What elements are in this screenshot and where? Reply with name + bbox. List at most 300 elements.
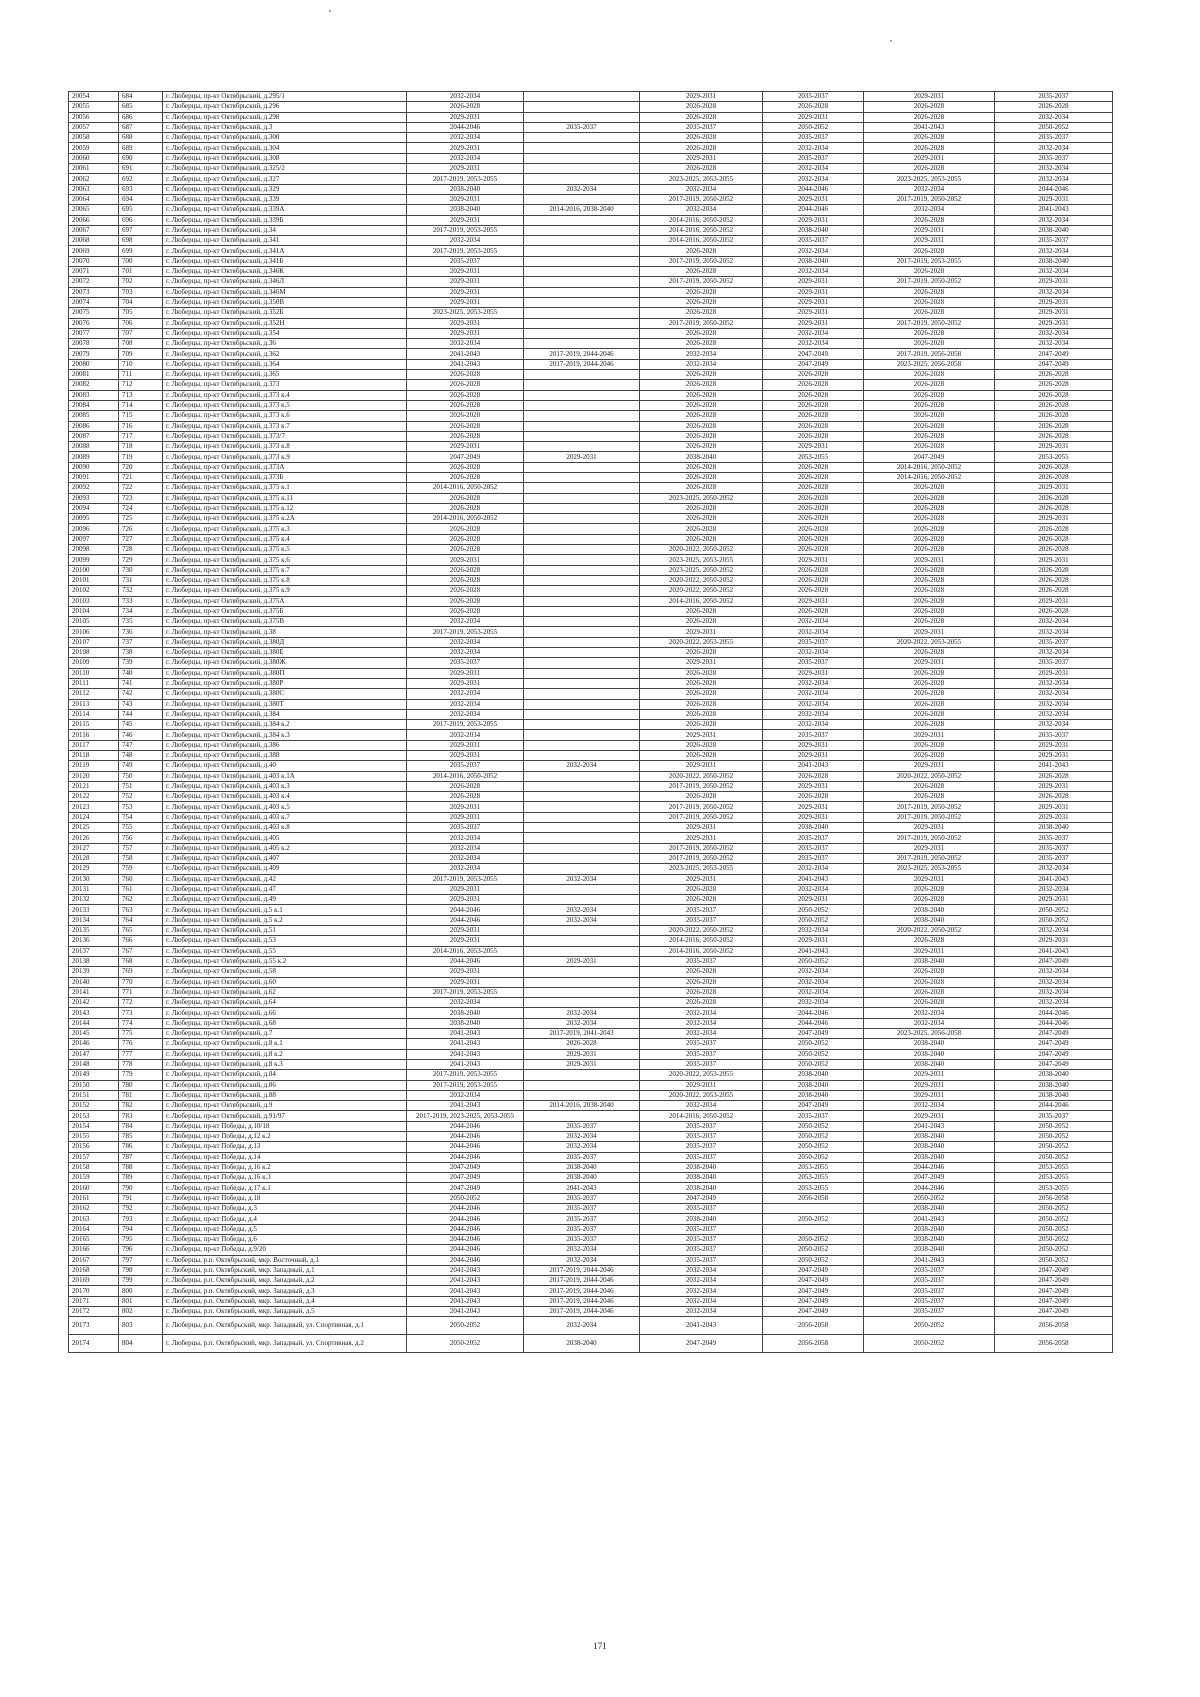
table-cell: 2029-2031 — [407, 143, 524, 153]
table-cell: г. Люберцы, пр-кт Октябрьский, д.346К — [163, 267, 407, 277]
table-cell: 20126 — [69, 833, 119, 843]
table-cell: 20112 — [69, 689, 119, 699]
table-cell: 2026-2028 — [407, 792, 524, 802]
table-cell: 2026-2028 — [640, 102, 763, 112]
table-cell: 2026-2028 — [407, 380, 524, 390]
table-cell: 2023-2025, 2056-2058 — [864, 1029, 995, 1039]
table-cell: 2014-2016, 2050-2052 — [640, 596, 763, 606]
table-cell: 2035-2037 — [995, 133, 1113, 143]
table-cell: 20084 — [69, 400, 119, 410]
table-cell: 2044-2046 — [407, 1255, 524, 1265]
table-cell: 2014-2016, 2050-2052 — [407, 514, 524, 524]
table-cell: 2029-2031 — [640, 153, 763, 163]
table-cell: 2032-2034 — [763, 967, 864, 977]
table-cell: 2029-2031 — [407, 555, 524, 565]
table-cell: 2026-2028 — [864, 102, 995, 112]
table-cell: 2041-2043 — [407, 1265, 524, 1275]
table-cell: 2050-2052 — [995, 915, 1113, 925]
table-row — [69, 936, 1113, 946]
table-cell: 2026-2028 — [864, 977, 995, 987]
table-cell: 2026-2028 — [864, 936, 995, 946]
table-cell: 20067 — [69, 225, 119, 235]
table-cell: 2026-2028 — [864, 328, 995, 338]
table-cell: 2026-2028 — [995, 771, 1113, 781]
table-row — [69, 864, 1113, 874]
table-cell: 2026-2028 — [763, 421, 864, 431]
table-cell — [524, 308, 640, 318]
table-cell: 2035-2037 — [995, 92, 1113, 102]
table-cell: 2026-2028 — [407, 575, 524, 585]
table-cell: 2029-2031 — [407, 277, 524, 287]
table-cell: 2044-2046 — [407, 1204, 524, 1214]
table-cell: 688 — [119, 133, 163, 143]
table-cell: 769 — [119, 967, 163, 977]
table-cell: 20100 — [69, 565, 119, 575]
table-row — [69, 998, 1113, 1008]
table-cell: г. Люберцы, пр-кт Октябрьский, д.380Ж — [163, 658, 407, 668]
table-cell: 2035-2037 — [524, 1152, 640, 1162]
table-cell — [524, 246, 640, 256]
table-cell: 799 — [119, 1276, 163, 1286]
table-cell: 2017-2019, 2050-2052 — [640, 781, 763, 791]
table-cell: 2041-2043 — [407, 1059, 524, 1069]
table-cell: 2026-2028 — [864, 781, 995, 791]
table-cell: 2056-2058 — [995, 1193, 1113, 1203]
table-cell — [524, 1080, 640, 1090]
table-row — [69, 452, 1113, 462]
table-cell: 20115 — [69, 720, 119, 730]
table-cell: 2032-2034 — [763, 689, 864, 699]
table-cell — [524, 987, 640, 997]
table-cell: 2026-2028 — [995, 606, 1113, 616]
table-cell: 20158 — [69, 1162, 119, 1172]
table-cell: 20138 — [69, 956, 119, 966]
table-cell: 708 — [119, 339, 163, 349]
table-cell: г. Люберцы, пр-кт Победы, д.6 — [163, 1234, 407, 1244]
table-cell: 2017-2019, 2044-2046 — [524, 1276, 640, 1286]
table-cell: г. Люберцы, пр-кт Победы, д.14 — [163, 1152, 407, 1162]
table-cell: 2032-2034 — [407, 637, 524, 647]
table-cell: 2053-2055 — [763, 1162, 864, 1172]
table-cell — [524, 483, 640, 493]
table-cell: 2038-2040 — [864, 1152, 995, 1162]
table-cell: 20161 — [69, 1193, 119, 1203]
table-cell: 20065 — [69, 205, 119, 215]
table-cell: 2038-2040 — [864, 915, 995, 925]
table-cell — [524, 328, 640, 338]
table-cell: 20117 — [69, 740, 119, 750]
table-cell: 2026-2028 — [864, 421, 995, 431]
table-cell: 2017-2019, 2050-2052 — [864, 812, 995, 822]
table-cell: 2026-2028 — [640, 431, 763, 441]
table-cell: 20106 — [69, 627, 119, 637]
table-cell: 2032-2034 — [640, 205, 763, 215]
table-cell: 2026-2028 — [640, 164, 763, 174]
table-cell: г. Люберцы, р.п. Октябрьский, мкр. Западный, д.4 — [163, 1296, 407, 1306]
table-cell: г. Люберцы, пр-кт Октябрьский, д.403 к.7 — [163, 812, 407, 822]
table-cell: 2026-2028 — [407, 545, 524, 555]
table-cell: 2032-2034 — [995, 287, 1113, 297]
table-row — [69, 1090, 1113, 1100]
table-cell: 2020-2022, 2050-2052 — [864, 771, 995, 781]
table-cell: 2026-2028 — [640, 524, 763, 534]
table-row — [69, 267, 1113, 277]
table-cell: 2032-2034 — [995, 246, 1113, 256]
table-cell: 2032-2034 — [995, 967, 1113, 977]
table-cell: г. Люберцы, пр-кт Победы, д.18 — [163, 1193, 407, 1203]
table-cell: 2029-2031 — [640, 761, 763, 771]
table-cell: г. Люберцы, пр-кт Октябрьский, д.346М — [163, 287, 407, 297]
table-cell: г. Люберцы, пр-кт Октябрьский, д.60 — [163, 977, 407, 987]
table-cell: 2014-2016, 2050-2052 — [864, 472, 995, 482]
table-cell: 2026-2028 — [995, 370, 1113, 380]
table-row — [69, 174, 1113, 184]
table-cell: 2020-2022, 2053-2055 — [640, 637, 763, 647]
table-cell: г. Люберцы, пр-кт Октябрьский, д.403 к.8 — [163, 823, 407, 833]
table-cell: г. Люберцы, пр-кт Октябрьский, д.373 к.7 — [163, 421, 407, 431]
table-cell: 2029-2031 — [407, 215, 524, 225]
table-cell: 2032-2034 — [407, 689, 524, 699]
table-cell: 2017-2019, 2050-2052 — [864, 277, 995, 287]
table-cell: г. Люберцы, пр-кт Октябрьский, д.86 — [163, 1080, 407, 1090]
table-cell: 2032-2034 — [763, 720, 864, 730]
table-cell: 20102 — [69, 586, 119, 596]
table-cell: 2029-2031 — [640, 833, 763, 843]
table-cell: 2035-2037 — [640, 1152, 763, 1162]
table-cell: 20171 — [69, 1296, 119, 1306]
table-cell: 750 — [119, 771, 163, 781]
table-cell: 2032-2034 — [763, 164, 864, 174]
table-cell: 20166 — [69, 1245, 119, 1255]
table-cell: 2029-2031 — [995, 308, 1113, 318]
table-cell: 20075 — [69, 308, 119, 318]
table-cell: 2029-2031 — [864, 236, 995, 246]
table-cell: 2026-2028 — [640, 442, 763, 452]
table-cell: 2032-2034 — [995, 627, 1113, 637]
table-cell: 2041-2043 — [763, 761, 864, 771]
table-cell: 2032-2034 — [995, 998, 1113, 1008]
table-cell: 20097 — [69, 534, 119, 544]
table-cell: 786 — [119, 1142, 163, 1152]
table-row — [69, 370, 1113, 380]
table-cell: 2026-2028 — [864, 442, 995, 452]
table-cell: 2035-2037 — [995, 730, 1113, 740]
table-cell: 703 — [119, 287, 163, 297]
table-cell: 745 — [119, 720, 163, 730]
table-cell: 2029-2031 — [995, 555, 1113, 565]
table-cell: 2029-2031 — [407, 318, 524, 328]
table-cell: 2038-2040 — [995, 1070, 1113, 1080]
table-cell: 20055 — [69, 102, 119, 112]
table-cell: 2017-2019, 2050-2052 — [640, 318, 763, 328]
table-cell: 2032-2034 — [407, 133, 524, 143]
table-row — [69, 833, 1113, 843]
table-cell: 2035-2037 — [524, 1204, 640, 1214]
table-cell: 2029-2031 — [763, 812, 864, 822]
table-cell: 2035-2037 — [640, 905, 763, 915]
table-cell: 2032-2034 — [524, 1142, 640, 1152]
table-row — [69, 1224, 1113, 1234]
table-cell: г. Люберцы, пр-кт Октябрьский, д.375 к.1 — [163, 483, 407, 493]
table-row — [69, 874, 1113, 884]
table-cell: 2035-2037 — [524, 1224, 640, 1234]
table-cell — [524, 575, 640, 585]
table-cell: 2038-2040 — [407, 1018, 524, 1028]
table-cell: 694 — [119, 194, 163, 204]
table-cell: г. Люберцы, пр-кт Октябрьский, д.380Р — [163, 678, 407, 688]
table-cell: 2032-2034 — [995, 267, 1113, 277]
table-cell: 2026-2028 — [763, 586, 864, 596]
table-cell: г. Люберцы, пр-кт Октябрьский, д.304 — [163, 143, 407, 153]
table-cell: г. Люберцы, пр-кт Октябрьский, д.327 — [163, 174, 407, 184]
table-cell: 2047-2049 — [640, 1335, 763, 1353]
table-cell: 2032-2034 — [995, 215, 1113, 225]
table-cell: 2041-2043 — [864, 1214, 995, 1224]
table-cell: 2032-2034 — [995, 648, 1113, 658]
table-cell: 2047-2049 — [763, 349, 864, 359]
table-cell: 2026-2028 — [864, 967, 995, 977]
table-cell: 2032-2034 — [640, 1029, 763, 1039]
table-cell: 20116 — [69, 730, 119, 740]
table-cell: 20077 — [69, 328, 119, 338]
table-cell: 743 — [119, 699, 163, 709]
table-cell: г. Люберцы, пр-кт Октябрьский, д.325/2 — [163, 164, 407, 174]
table-row — [69, 1029, 1113, 1039]
table-cell: 2038-2040 — [995, 225, 1113, 235]
table-cell: 727 — [119, 534, 163, 544]
table-row — [69, 606, 1113, 616]
table-cell: г. Люберцы, пр-кт Октябрьский, д.341 — [163, 236, 407, 246]
table-row — [69, 627, 1113, 637]
table-cell: 2020-2022, 2050-2052 — [640, 771, 763, 781]
table-cell: 2026-2028 — [407, 534, 524, 544]
table-cell: 770 — [119, 977, 163, 987]
table-cell: 2050-2052 — [995, 1234, 1113, 1244]
table-cell — [524, 699, 640, 709]
table-cell — [524, 431, 640, 441]
table-cell: 2032-2034 — [640, 1018, 763, 1028]
table-cell: 2032-2034 — [640, 359, 763, 369]
table-cell: 2026-2028 — [640, 617, 763, 627]
table-cell — [524, 853, 640, 863]
table-cell: г. Люберцы, пр-кт Октябрьский, д.91/97 — [163, 1111, 407, 1121]
table-cell: г. Люберцы, пр-кт Октябрьский, д.380Д — [163, 637, 407, 647]
table-row — [69, 349, 1113, 359]
table-cell: 2017-2019, 2053-2055 — [407, 246, 524, 256]
table-cell: 20132 — [69, 895, 119, 905]
table-cell: 20130 — [69, 874, 119, 884]
table-cell: 2032-2034 — [407, 236, 524, 246]
table-cell: 20089 — [69, 452, 119, 462]
table-cell: 2026-2028 — [640, 328, 763, 338]
table-cell: 792 — [119, 1204, 163, 1214]
table-cell: 2017-2019, 2050-2052 — [864, 833, 995, 843]
table-cell: 2029-2031 — [864, 555, 995, 565]
table-cell: 2029-2031 — [640, 730, 763, 740]
table-cell: 2038-2040 — [763, 225, 864, 235]
table-row — [69, 617, 1113, 627]
table-cell: 2032-2034 — [763, 174, 864, 184]
table-row — [69, 545, 1113, 555]
table-cell: 2032-2034 — [407, 853, 524, 863]
table-cell: 2050-2052 — [995, 1224, 1113, 1234]
table-cell: 701 — [119, 267, 163, 277]
table-cell: 2035-2037 — [995, 637, 1113, 647]
table-cell: 2026-2028 — [864, 400, 995, 410]
table-cell: 2038-2040 — [864, 1245, 995, 1255]
table-cell: 717 — [119, 431, 163, 441]
table-cell — [524, 318, 640, 328]
table-cell: 20156 — [69, 1142, 119, 1152]
table-cell: 2026-2028 — [995, 380, 1113, 390]
table-row — [69, 895, 1113, 905]
table-cell: 685 — [119, 102, 163, 112]
table-cell: 734 — [119, 606, 163, 616]
table-cell: 709 — [119, 349, 163, 359]
table-cell: 2026-2028 — [407, 565, 524, 575]
table-cell: 2044-2046 — [407, 915, 524, 925]
table-cell: 2026-2028 — [995, 400, 1113, 410]
table-cell: 756 — [119, 833, 163, 843]
table-cell: 2026-2028 — [640, 740, 763, 750]
table-row — [69, 987, 1113, 997]
table-cell: 775 — [119, 1029, 163, 1039]
table-cell: 2026-2028 — [864, 164, 995, 174]
table-cell: 20094 — [69, 503, 119, 513]
table-cell: 20155 — [69, 1131, 119, 1141]
table-cell: 2020-2022, 2053-2055 — [640, 1070, 763, 1080]
table-cell: 2053-2055 — [995, 1183, 1113, 1193]
table-cell: 2032-2034 — [524, 1008, 640, 1018]
table-cell: г. Люберцы, пр-кт Октябрьский, д.66 — [163, 1008, 407, 1018]
table-cell: г. Люберцы, пр-кт Октябрьский, д.409 — [163, 864, 407, 874]
table-cell: 2035-2037 — [640, 915, 763, 925]
table-cell: 724 — [119, 503, 163, 513]
table-cell: 2029-2031 — [864, 730, 995, 740]
table-cell: г. Люберцы, пр-кт Октябрьский, д.375 к.7 — [163, 565, 407, 575]
table-cell: 2026-2028 — [407, 586, 524, 596]
table-cell: 20080 — [69, 359, 119, 369]
table-cell: 2032-2034 — [524, 1255, 640, 1265]
table-cell: 20086 — [69, 421, 119, 431]
table-cell: 2044-2046 — [407, 1234, 524, 1244]
table-cell: 2038-2040 — [524, 1162, 640, 1172]
table-row — [69, 1039, 1113, 1049]
table-cell: 20143 — [69, 1008, 119, 1018]
table-cell: 2026-2028 — [407, 431, 524, 441]
table-cell: 761 — [119, 884, 163, 894]
table-cell: 804 — [119, 1335, 163, 1353]
table-cell: 20128 — [69, 853, 119, 863]
table-cell: 2032-2034 — [763, 246, 864, 256]
table-cell: г. Люберцы, пр-кт Октябрьский, д.375 к.12 — [163, 503, 407, 513]
table-cell: 2035-2037 — [640, 1059, 763, 1069]
table-cell: 2026-2028 — [864, 431, 995, 441]
table-cell: 2038-2040 — [864, 1039, 995, 1049]
table-cell: 20104 — [69, 606, 119, 616]
table-cell: 2044-2046 — [763, 1018, 864, 1028]
table-cell: 2035-2037 — [524, 1214, 640, 1224]
table-cell: 2047-2049 — [407, 1173, 524, 1183]
table-cell: 2044-2046 — [995, 1018, 1113, 1028]
table-row — [69, 194, 1113, 204]
table-cell: 2026-2028 — [995, 390, 1113, 400]
table-cell — [524, 751, 640, 761]
table-cell: г. Люберцы, пр-кт Октябрьский, д.329 — [163, 184, 407, 194]
table-cell: 2026-2028 — [640, 112, 763, 122]
table-cell: 713 — [119, 390, 163, 400]
table-cell: 2029-2031 — [864, 1090, 995, 1100]
table-cell: 2053-2055 — [763, 452, 864, 462]
table-cell: 2029-2031 — [407, 740, 524, 750]
table-cell: г. Люберцы, пр-кт Победы, д.10/18 — [163, 1121, 407, 1131]
table-cell: 696 — [119, 215, 163, 225]
table-cell: 2029-2031 — [864, 153, 995, 163]
table-cell: 2026-2028 — [864, 493, 995, 503]
table-cell: г. Люберцы, пр-кт Октябрьский, д.384 к.3 — [163, 730, 407, 740]
table-row — [69, 1255, 1113, 1265]
table-cell: 2029-2031 — [864, 1080, 995, 1090]
table-cell: г. Люберцы, пр-кт Октябрьский, д.341Б — [163, 256, 407, 266]
table-cell: 2026-2028 — [995, 431, 1113, 441]
table-cell: г. Люберцы, пр-кт Октябрьский, д.350В — [163, 297, 407, 307]
table-cell: 2032-2034 — [640, 1307, 763, 1317]
table-cell: 20144 — [69, 1018, 119, 1028]
table-cell: 2029-2031 — [407, 164, 524, 174]
table-cell: 2023-2025, 2053-2055 — [640, 555, 763, 565]
table-cell: 2044-2046 — [407, 1121, 524, 1131]
table-cell — [524, 967, 640, 977]
table-cell: 2056-2058 — [995, 1335, 1113, 1353]
table-row — [69, 205, 1113, 215]
table-cell: 742 — [119, 689, 163, 699]
table-cell: г. Люберцы, пр-кт Октябрьский, д.365 — [163, 370, 407, 380]
table-cell: г. Люберцы, пр-кт Октябрьский, д.373 к.4 — [163, 390, 407, 400]
table-cell: 2032-2034 — [995, 699, 1113, 709]
table-cell: 2017-2019, 2050-2052 — [640, 843, 763, 853]
table-cell: 2035-2037 — [763, 236, 864, 246]
table-cell: 2029-2031 — [864, 761, 995, 771]
table-cell — [524, 637, 640, 647]
table-row — [69, 112, 1113, 122]
table-row — [69, 1193, 1113, 1203]
table-cell: 2026-2028 — [640, 370, 763, 380]
table-row — [69, 442, 1113, 452]
table-row — [69, 215, 1113, 225]
table-cell: 774 — [119, 1018, 163, 1028]
table-cell: г. Люберцы, пр-кт Октябрьский, д.373 — [163, 380, 407, 390]
table-cell: 2032-2034 — [407, 998, 524, 1008]
table-row — [69, 1080, 1113, 1090]
table-cell: 2041-2043 — [763, 946, 864, 956]
table-cell: 2026-2028 — [864, 339, 995, 349]
table-cell: 2032-2034 — [407, 648, 524, 658]
table-cell: 2026-2028 — [864, 678, 995, 688]
table-cell: 753 — [119, 802, 163, 812]
table-cell: 2035-2037 — [763, 637, 864, 647]
table-cell: 2035-2037 — [407, 823, 524, 833]
table-cell: 2026-2028 — [640, 297, 763, 307]
table-cell: 20103 — [69, 596, 119, 606]
table-cell: 767 — [119, 946, 163, 956]
scan-speck — [329, 10, 331, 12]
table-cell: г. Люберцы, р.п. Октябрьский, мкр. Западный, ул. Спортивная, д.1 — [163, 1317, 407, 1335]
table-cell — [524, 555, 640, 565]
table-cell: 789 — [119, 1173, 163, 1183]
table-cell: 2044-2046 — [763, 205, 864, 215]
table-cell: 2026-2028 — [864, 699, 995, 709]
table-cell: 2035-2037 — [995, 1111, 1113, 1121]
